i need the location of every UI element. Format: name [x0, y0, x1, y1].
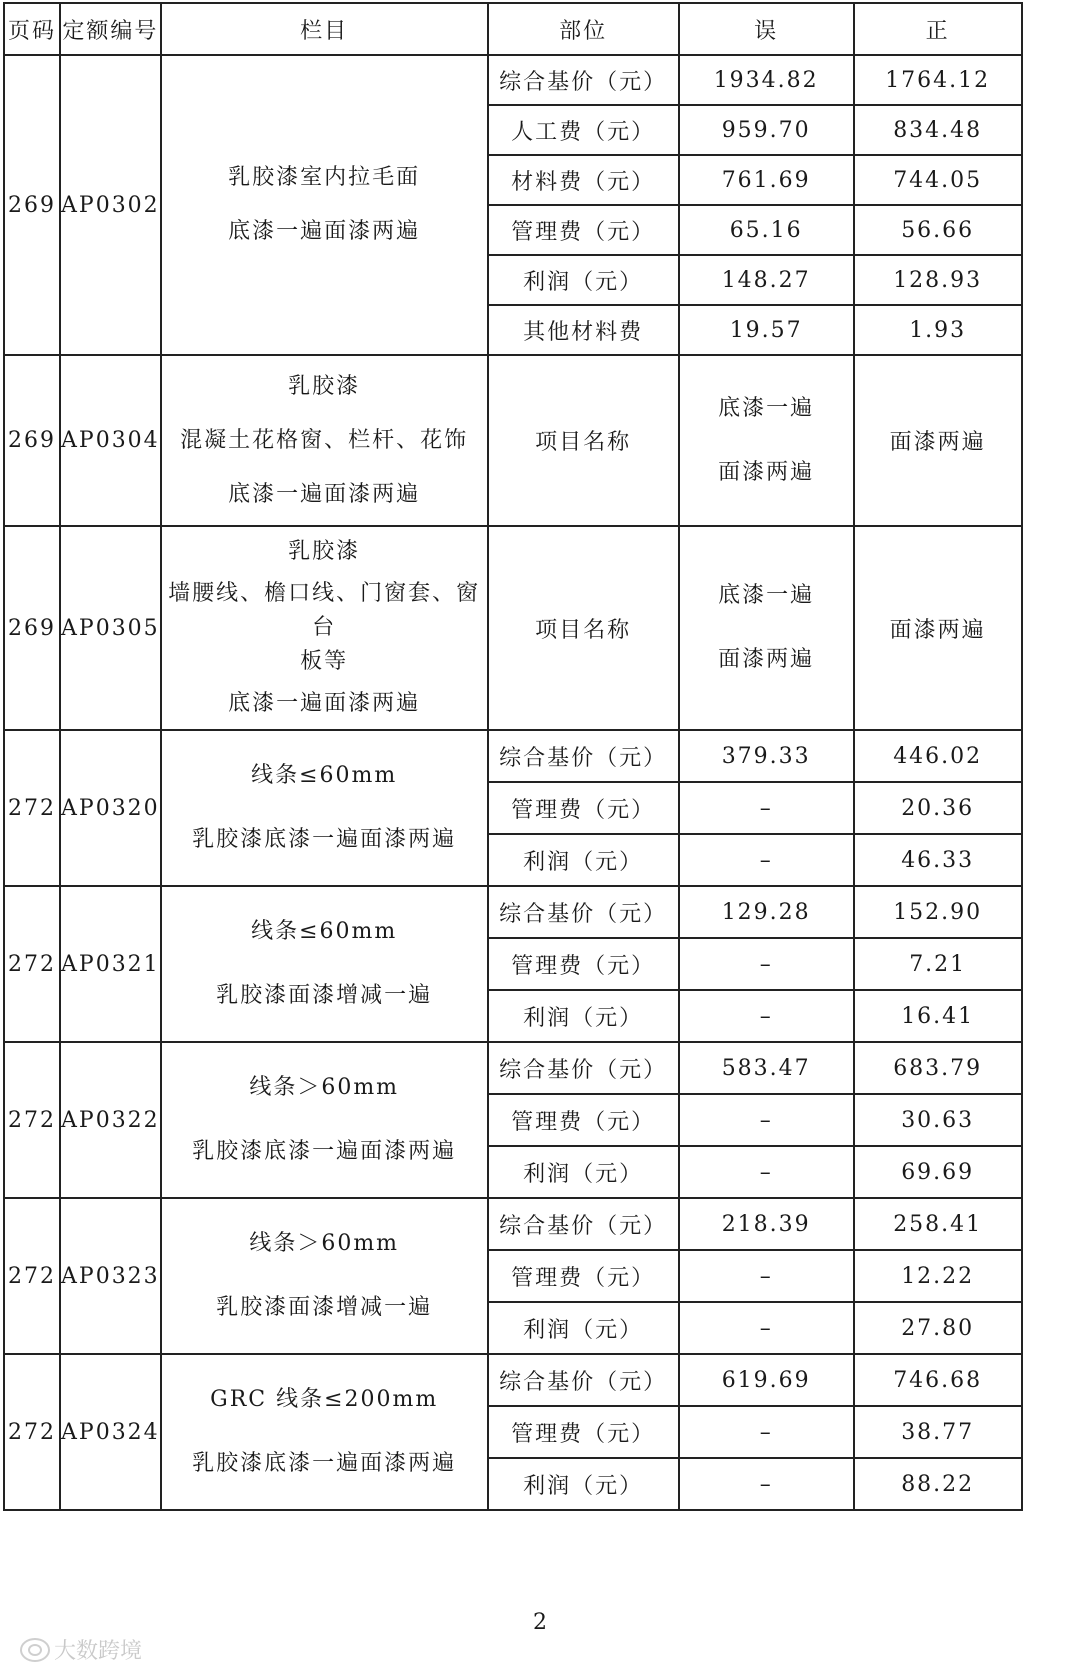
wrong-cell: – [679, 1250, 854, 1302]
wrong-cell: – [679, 1302, 854, 1354]
item-line: 线条＞60mm [249, 1075, 400, 1100]
wrong-cell: 65.16 [679, 205, 854, 255]
part-cell: 综合基价（元） [488, 55, 679, 105]
header-row [4, 3, 1022, 55]
page-cell: 272 [4, 1354, 60, 1510]
header-page: 页码 [4, 3, 60, 55]
correct-cell: 1764.12 [854, 55, 1022, 105]
item-line: 线条≤60mm [251, 763, 398, 788]
item-line: 乳胶漆底漆一遍面漆两遍 [192, 1139, 457, 1164]
wrong-cell: 129.28 [679, 886, 854, 938]
table-row [4, 355, 1022, 526]
part-cell: 综合基价（元） [488, 886, 679, 938]
item-line: 混凝土花格窗、栏杆、花饰 [180, 427, 469, 453]
correct-cell: 152.90 [854, 886, 1022, 938]
table-row [4, 1042, 1022, 1094]
code-cell: AP0323 [60, 1198, 161, 1354]
page-cell: 269 [4, 55, 60, 355]
code-cell: AP0320 [60, 730, 161, 886]
table-row [4, 526, 1022, 730]
item-line: 底漆一遍面漆两遍 [228, 219, 421, 244]
table-row [4, 55, 1022, 105]
wrong-cell: – [679, 1094, 854, 1146]
correct-cell: 27.80 [854, 1302, 1022, 1354]
item-cell [161, 526, 488, 730]
item-line: 乳胶漆 [288, 539, 361, 564]
page-cell: 272 [4, 1042, 60, 1198]
correct-cell: 56.66 [854, 205, 1022, 255]
item-line: 乳胶漆面漆增减一遍 [216, 983, 433, 1008]
correct-cell: 面漆两遍 [854, 355, 1022, 526]
code-cell: AP0321 [60, 886, 161, 1042]
wrong-cell: – [679, 834, 854, 886]
part-cell: 管理费（元） [488, 1094, 679, 1146]
header-correct: 正 [854, 3, 1022, 55]
header-part: 部位 [488, 3, 679, 55]
wrong-cell: 583.47 [679, 1042, 854, 1094]
page-number: 2 [533, 1610, 547, 1635]
item-cell [161, 1198, 488, 1354]
item-line: 底漆一遍面漆两遍 [228, 481, 421, 507]
wrong-cell [679, 355, 854, 526]
correct-cell: 258.41 [854, 1198, 1022, 1250]
wrong-cell: 379.33 [679, 730, 854, 782]
item-cell [161, 1354, 488, 1510]
logo-mark-icon [20, 1638, 50, 1662]
part-cell: 管理费（元） [488, 938, 679, 990]
page-cell: 269 [4, 355, 60, 526]
item-cell [161, 355, 488, 526]
wrong-cell: – [679, 1406, 854, 1458]
table-row [4, 1354, 1022, 1406]
wrong-cell: 959.70 [679, 105, 854, 155]
part-cell: 管理费（元） [488, 1250, 679, 1302]
page-cell: 272 [4, 886, 60, 1042]
table-row [4, 1198, 1022, 1250]
wrong-cell: 619.69 [679, 1354, 854, 1406]
wrong-cell: 761.69 [679, 155, 854, 205]
wrong-line: 面漆两遍 [718, 459, 815, 485]
item-line: 乳胶漆 [288, 373, 361, 399]
correct-cell: 30.63 [854, 1094, 1022, 1146]
errata-table [3, 2, 1023, 1511]
header-code: 定额编号 [60, 3, 161, 55]
correct-cell: 20.36 [854, 782, 1022, 834]
code-cell: AP0324 [60, 1354, 161, 1510]
wrong-line: 底漆一遍 [718, 395, 815, 421]
part-cell: 项目名称 [488, 526, 679, 730]
part-cell: 管理费（元） [488, 782, 679, 834]
code-cell: AP0322 [60, 1042, 161, 1198]
part-cell: 综合基价（元） [488, 1042, 679, 1094]
table-row [4, 730, 1022, 782]
wrong-cell: 19.57 [679, 305, 854, 355]
item-line: 墙腰线、檐口线、门窗套、窗台 [168, 581, 481, 640]
correct-cell: 446.02 [854, 730, 1022, 782]
wrong-cell: – [679, 782, 854, 834]
header-item: 栏目 [161, 3, 488, 55]
watermark-text: 大数跨境 [54, 1639, 143, 1664]
watermark [20, 1634, 142, 1665]
item-cell [161, 1042, 488, 1198]
wrong-cell: – [679, 1146, 854, 1198]
item-line: GRC 线条≤200mm [210, 1387, 439, 1412]
item-cell [161, 730, 488, 886]
wrong-line: 面漆两遍 [718, 647, 815, 672]
part-cell: 其他材料费 [488, 305, 679, 355]
correct-cell: 38.77 [854, 1406, 1022, 1458]
correct-cell: 746.68 [854, 1354, 1022, 1406]
header-wrong: 误 [679, 3, 854, 55]
part-cell: 人工费（元） [488, 105, 679, 155]
wrong-cell: 148.27 [679, 255, 854, 305]
wrong-cell: – [679, 990, 854, 1042]
part-cell: 利润（元） [488, 1146, 679, 1198]
part-cell: 综合基价（元） [488, 1354, 679, 1406]
code-cell: AP0302 [60, 55, 161, 355]
correct-cell: 88.22 [854, 1458, 1022, 1510]
item-line: 乳胶漆面漆增减一遍 [216, 1295, 433, 1320]
correct-cell: 面漆两遍 [854, 526, 1022, 730]
correct-cell: 683.79 [854, 1042, 1022, 1094]
part-cell: 综合基价（元） [488, 1198, 679, 1250]
item-line: 乳胶漆底漆一遍面漆两遍 [192, 1451, 457, 1476]
wrong-cell: 218.39 [679, 1198, 854, 1250]
code-cell: AP0305 [60, 526, 161, 730]
part-cell: 利润（元） [488, 990, 679, 1042]
part-cell: 利润（元） [488, 1302, 679, 1354]
correct-cell: 46.33 [854, 834, 1022, 886]
part-cell: 管理费（元） [488, 1406, 679, 1458]
correct-cell: 834.48 [854, 105, 1022, 155]
wrong-cell: – [679, 938, 854, 990]
item-line: 乳胶漆室内拉毛面 [228, 165, 421, 190]
wrong-cell: 1934.82 [679, 55, 854, 105]
correct-cell: 1.93 [854, 305, 1022, 355]
wrong-cell [679, 526, 854, 730]
wrong-line: 底漆一遍 [718, 583, 815, 608]
part-cell: 利润（元） [488, 255, 679, 305]
code-cell: AP0304 [60, 355, 161, 526]
correct-cell: 69.69 [854, 1146, 1022, 1198]
item-line: 线条≤60mm [251, 919, 398, 944]
correct-cell: 7.21 [854, 938, 1022, 990]
wrong-cell: – [679, 1458, 854, 1510]
part-cell: 材料费（元） [488, 155, 679, 205]
correct-cell: 744.05 [854, 155, 1022, 205]
item-line: 线条＞60mm [249, 1231, 400, 1256]
part-cell: 管理费（元） [488, 205, 679, 255]
page-cell: 272 [4, 1198, 60, 1354]
item-line: 乳胶漆底漆一遍面漆两遍 [192, 827, 457, 852]
part-cell: 利润（元） [488, 834, 679, 886]
item-cell [161, 55, 488, 355]
page-cell: 269 [4, 526, 60, 730]
item-cell [161, 886, 488, 1042]
item-line: 板等 [300, 649, 349, 674]
item-line: 底漆一遍面漆两遍 [228, 691, 421, 716]
table-row [4, 886, 1022, 938]
part-cell: 项目名称 [488, 355, 679, 526]
correct-cell: 16.41 [854, 990, 1022, 1042]
page-cell: 272 [4, 730, 60, 886]
part-cell: 利润（元） [488, 1458, 679, 1510]
correct-cell: 128.93 [854, 255, 1022, 305]
part-cell: 综合基价（元） [488, 730, 679, 782]
correct-cell: 12.22 [854, 1250, 1022, 1302]
